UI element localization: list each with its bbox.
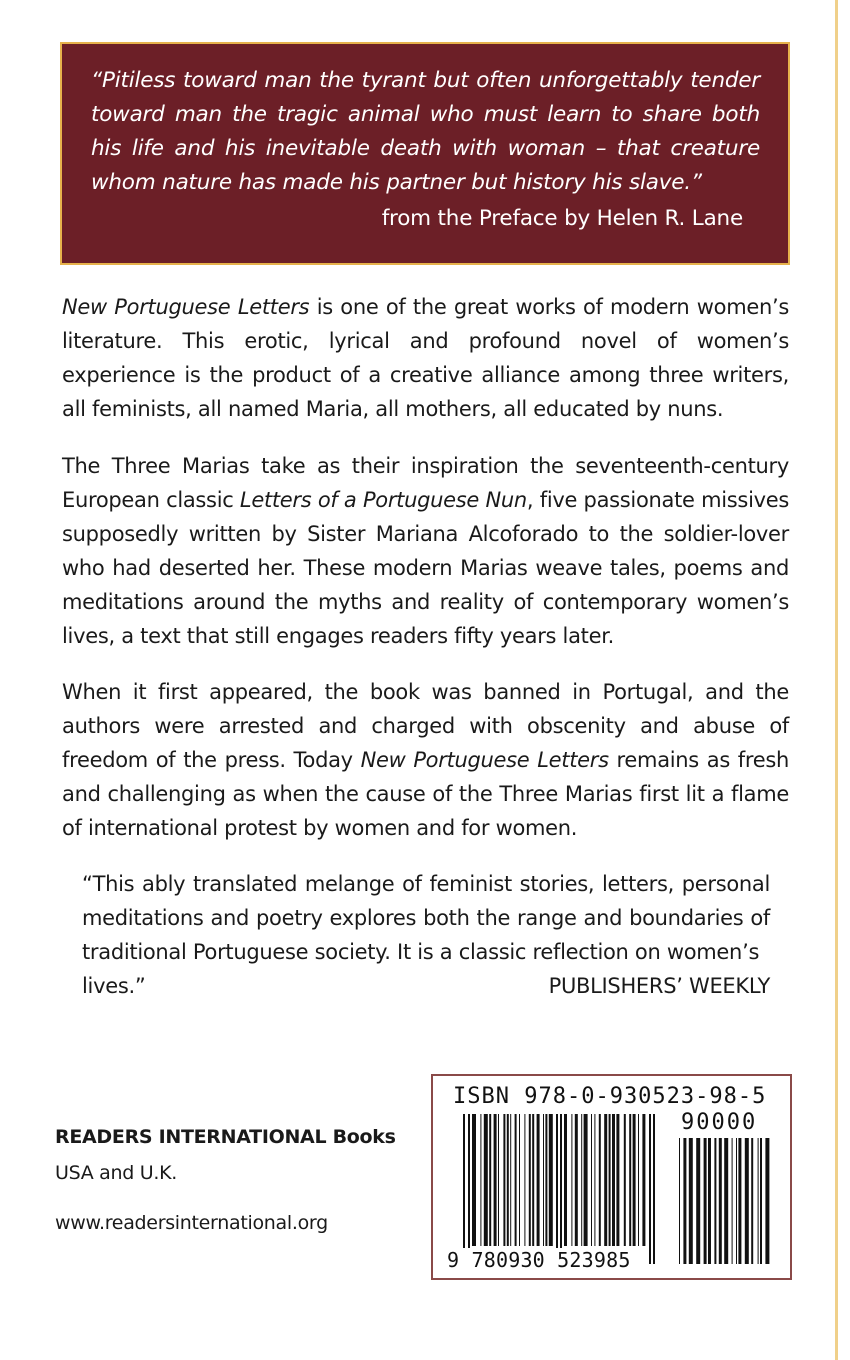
barcode-bar (519, 1114, 520, 1246)
barcode-bar (537, 1114, 540, 1246)
barcode-bar (503, 1114, 505, 1246)
addon-bar (679, 1138, 680, 1264)
barcode-bar (624, 1114, 626, 1246)
barcode-bar (599, 1114, 601, 1246)
barcode-bar (524, 1114, 525, 1246)
barcode-bar (591, 1114, 592, 1246)
barcode-bar (575, 1114, 578, 1246)
epigraph-box (60, 42, 790, 265)
barcode-bar (642, 1114, 645, 1246)
barcode-bar (480, 1114, 481, 1246)
addon-bar (708, 1138, 711, 1264)
epigraph-quote: “Pitiless toward man the tyrant but often unforgettably tender toward man the tragic animal who must learn to share both his life and his inevitable death with woman – that creature whom nature has made his partner but history his slave.” (91, 68, 760, 195)
barcode-bar (604, 1114, 607, 1246)
paragraph-text: The Three Marias take as their inspiration the seventeenth-century European classic (62, 454, 789, 512)
barcode-guard-bar (560, 1114, 562, 1264)
barcode-bar (609, 1114, 611, 1246)
barcode-bar (545, 1114, 547, 1246)
publisher-name (55, 1126, 396, 1148)
classic-title: Letters of a Portuguese Nun (239, 488, 527, 512)
publisher-location: USA and U.K. (55, 1162, 177, 1184)
review-footer (82, 969, 770, 1003)
paragraph-text: remains as fresh and challenging as when the cause of the Three Marias first lit a flame of international protest by women and for women. (62, 748, 790, 840)
barcode-box (431, 1074, 792, 1280)
barcode-bar (638, 1114, 639, 1246)
barcode-bar (498, 1114, 499, 1246)
addon-bar (689, 1138, 693, 1264)
barcode-bar (564, 1114, 567, 1246)
ean-digits: 9 780930 523985 (447, 1248, 631, 1272)
barcode-bar (507, 1114, 509, 1246)
addon-bar (696, 1138, 700, 1264)
addon-bar (745, 1138, 749, 1264)
paragraph-text: When it first appeared, the book was banned in Portugal, and the authors were arrested and charged with obscenity and abuse of freedom of the press. Today (62, 680, 789, 772)
barcode-bar (472, 1114, 476, 1246)
barcode-bar (510, 1114, 511, 1246)
publisher-website: www.readersinternational.org (55, 1212, 328, 1234)
barcode-bar (484, 1114, 488, 1246)
description-paragraph-1 (62, 290, 789, 426)
addon-bar (683, 1138, 686, 1264)
barcode-guard-bar (556, 1114, 558, 1264)
barcode-bar (616, 1114, 619, 1246)
barcode-bar (489, 1114, 491, 1246)
review-last-word: lives.” (82, 974, 146, 998)
publisher-name-bold: READERS INTERNATIONAL (55, 1126, 327, 1148)
barcode-bar (543, 1114, 544, 1246)
publisher-name-suffix: Books (326, 1126, 396, 1148)
paragraph-text: , five passionate missives supposedly written by Sister Mariana Alcoforado to the soldier-lover who had deserted her. These modern Marias weave tales, poems and meditations around the myths and reality of contemporary women’s lives, a text that still engages readers fifty years later. (62, 488, 789, 648)
barcode-bar (629, 1114, 631, 1246)
barcode-bar (532, 1114, 534, 1246)
barcode-guard-bar (463, 1114, 465, 1264)
isbn-label: ISBN 978-0-930523-98-5 (453, 1084, 767, 1109)
price-code: 90000 (681, 1110, 758, 1135)
review-quote (82, 867, 770, 1003)
barcode-bar (584, 1114, 588, 1246)
barcode-guard-bar (653, 1114, 655, 1264)
addon-bar (751, 1138, 753, 1264)
addon-bar (736, 1138, 737, 1264)
barcode-guard-bar (468, 1114, 470, 1264)
addon-bar (714, 1138, 716, 1264)
addon-bar (719, 1138, 722, 1264)
review-text: “This ably translated melange of feminist stories, letters, personal meditations and poetry explores both the range and boundaries of traditional Portuguese society. It is a classic reflection on women’s (82, 872, 770, 964)
addon-bar (738, 1138, 741, 1264)
page-edge-line (835, 0, 838, 1360)
epigraph-source: from the Preface by Helen R. Lane (381, 206, 743, 231)
addon-bar (704, 1138, 707, 1264)
barcode-bar (529, 1114, 531, 1246)
addon-bar (760, 1138, 762, 1264)
barcode-bar (494, 1114, 497, 1246)
book-title: New Portuguese Letters (62, 295, 310, 319)
barcode-bar (571, 1114, 572, 1246)
description-paragraph-2 (62, 449, 789, 653)
addon-bar (758, 1138, 759, 1264)
barcode-bar (581, 1114, 582, 1246)
review-attribution: PUBLISHERS’ WEEKLY (548, 974, 770, 998)
barcode-bar (594, 1114, 595, 1246)
barcode-bar (633, 1114, 636, 1246)
barcode-bar (515, 1114, 517, 1246)
barcode-bar (549, 1114, 553, 1246)
addon-bar (724, 1138, 728, 1264)
barcode-guard-bar (649, 1114, 651, 1264)
book-title: New Portuguese Letters (360, 748, 609, 772)
paragraph-text: is one of the great works of modern women’s literature. This erotic, lyrical and profound novel of women’s experience is the product of a creative alliance among three writers, all feminists, all named Maria, all mothers, all educated by nuns. (62, 295, 789, 421)
addon-bar (732, 1138, 733, 1264)
description-paragraph-3 (62, 675, 789, 845)
addon-bar (765, 1138, 769, 1264)
barcode-bar (612, 1114, 615, 1246)
